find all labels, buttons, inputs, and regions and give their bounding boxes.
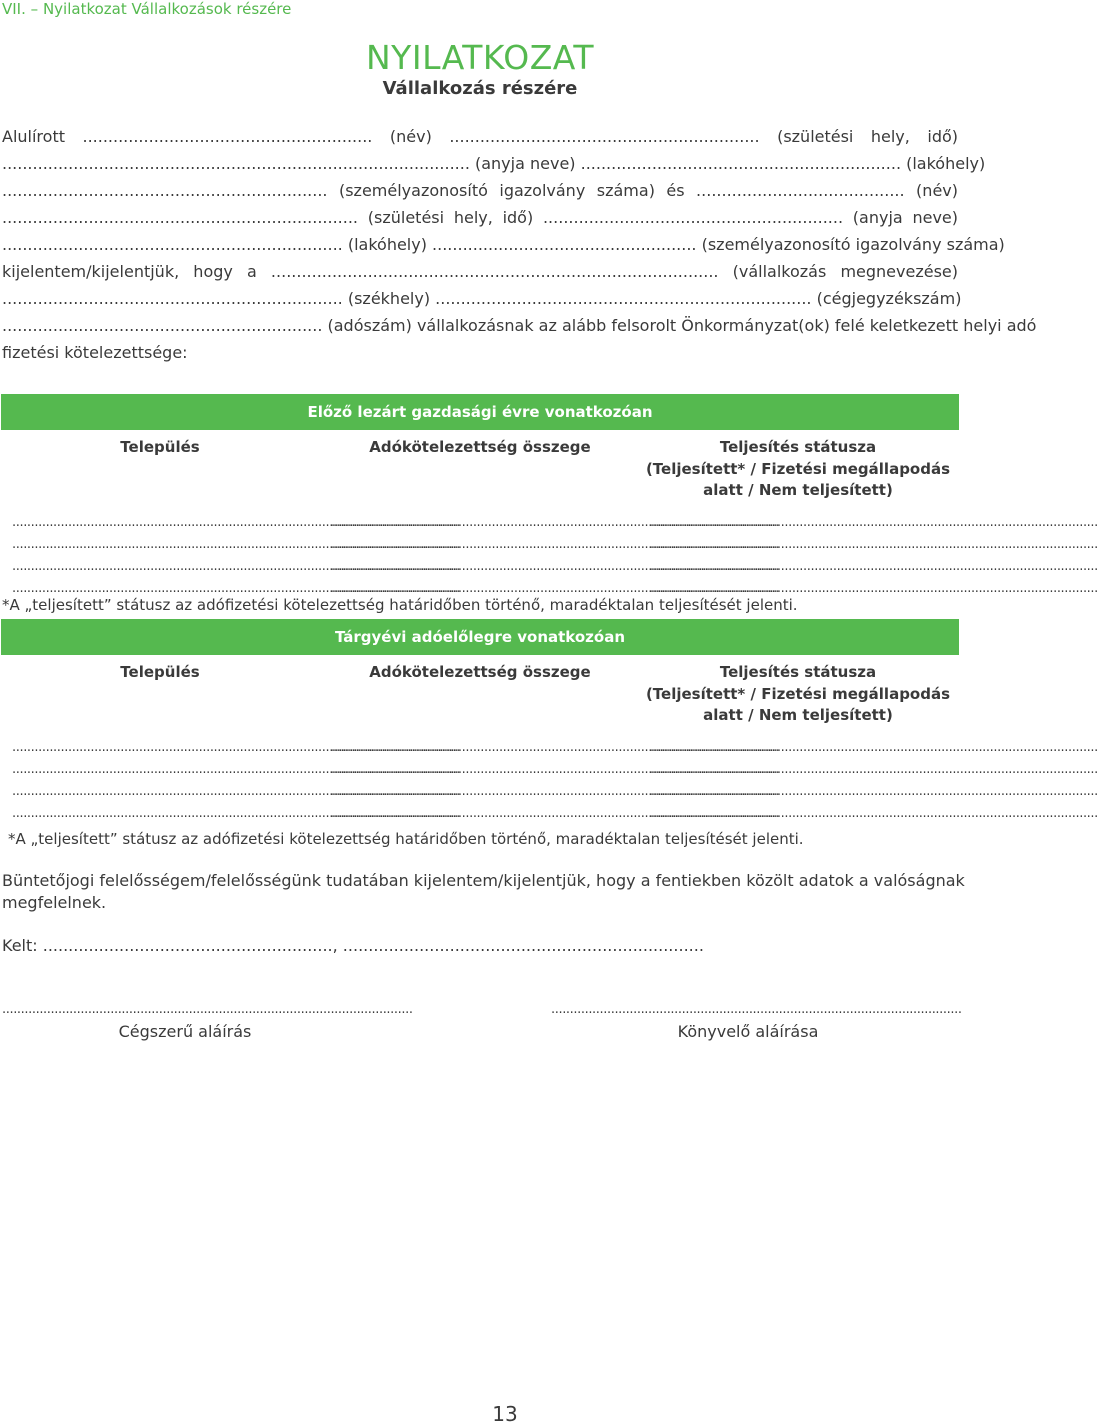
status-header-line: Teljesítés státusza	[719, 438, 877, 456]
intro-line: ................................................................... (lakóhely) .................................................... (személyazonosító igazolvány száma)	[2, 235, 1005, 254]
table-cell-settlement[interactable]: ........................................................................................................................	[12, 806, 460, 821]
signature-line-company[interactable]: ..............................................................................................................	[2, 1002, 413, 1017]
table-cell-status[interactable]: ........................................................................................................................	[650, 784, 1098, 799]
table-cell-status[interactable]: ........................................................................................................................	[650, 581, 1098, 596]
intro-line: ............................................................... (adószám) vállalkozásnak az alább felsorolt Önkormányzat(ok) felé keletkezett helyi adó	[2, 316, 1037, 335]
section-band-current-year: Tárgyévi adóelőlegre vonatkozóan	[1, 619, 959, 655]
signature-label-accountant: Könyvelő aláírása	[677, 1022, 819, 1041]
page-number: 13	[492, 1402, 518, 1426]
table-cell-status[interactable]: ........................................................................................................................	[650, 762, 1098, 777]
declaration-line: Büntetőjogi felelősségem/felelősségünk tudatában kijelentem/kijelentjük, hogy a fentiekben közölt adatok a valóságnak	[2, 871, 965, 890]
table-cell-settlement[interactable]: ........................................................................................................................	[12, 537, 460, 552]
intro-line: ................................................................... (székhely) .......................................................................... (cégjegyzékszám)	[2, 289, 962, 308]
table-cell-settlement[interactable]: ........................................................................................................................	[12, 515, 460, 530]
section-band-previous-year: Előző lezárt gazdasági évre vonatkozóan	[1, 394, 959, 430]
header-prefix: VII.	[2, 0, 26, 18]
signature-label-company: Cégszerű aláírás	[118, 1022, 252, 1041]
table-cell-amount[interactable]: ........................................................................................................................	[331, 806, 779, 821]
intro-line: kijelentem/kijelentjük, hogy a ........................................................................................ (vállalkozás megnevezése)	[2, 262, 958, 281]
column-header-settlement: Település	[120, 438, 200, 456]
page-title: NYILATKOZAT	[366, 38, 594, 77]
status-header-line: Teljesítés státusza	[719, 663, 877, 681]
intro-line: ...................................................................... (születési hely, idő) ........................................................... (anyja neve)	[2, 208, 958, 227]
status-header-line: alatt / Nem teljesített)	[703, 481, 893, 499]
intro-line: ............................................................................................ (anyja neve) ............................................................... (lakóhely)	[2, 154, 986, 173]
column-header-tax-amount: Adókötelezettség összege	[369, 663, 591, 681]
column-header-status	[640, 662, 956, 727]
table-cell-settlement[interactable]: ........................................................................................................................	[12, 581, 460, 596]
table-cell-amount[interactable]: ........................................................................................................................	[331, 559, 779, 574]
date-place-field[interactable]: Kelt: ........................................................., .......................................................................	[2, 936, 704, 955]
table-cell-amount[interactable]: ........................................................................................................................	[331, 581, 779, 596]
table-cell-status[interactable]: ........................................................................................................................	[650, 515, 1098, 530]
status-header-line: (Teljesített* / Fizetési megállapodás	[645, 684, 951, 703]
declaration-line: megfelelnek.	[2, 893, 107, 912]
signature-line-accountant[interactable]: ..............................................................................................................	[551, 1002, 962, 1017]
table-cell-settlement[interactable]: ........................................................................................................................	[12, 762, 460, 777]
status-header-line: alatt / Nem teljesített)	[703, 706, 893, 724]
status-header-line: (Teljesített* / Fizetési megállapodás	[645, 459, 951, 478]
table-cell-status[interactable]: ........................................................................................................................	[650, 806, 1098, 821]
column-header-status	[640, 437, 956, 502]
column-header-settlement: Település	[120, 663, 200, 681]
table-cell-status[interactable]: ........................................................................................................................	[650, 537, 1098, 552]
table-cell-amount[interactable]: ........................................................................................................................	[331, 784, 779, 799]
table-cell-amount[interactable]: ........................................................................................................................	[331, 762, 779, 777]
footnote-status: *A „teljesített” státusz az adófizetési kötelezettség határidőben történő, maradéktalan teljesítését jelenti.	[2, 596, 798, 614]
intro-line: fizetési kötelezettsége:	[2, 343, 188, 362]
intro-line: ................................................................ (személyazonosító igazolvány száma) és ......................................... (név)	[2, 181, 958, 200]
table-cell-settlement[interactable]: ........................................................................................................................	[12, 740, 460, 755]
page-subtitle: Vállalkozás részére	[382, 78, 578, 99]
table-cell-amount[interactable]: ........................................................................................................................	[331, 515, 779, 530]
table-cell-amount[interactable]: ........................................................................................................................	[331, 740, 779, 755]
header-text: Nyilatkozat Vállalkozások részére	[42, 0, 292, 18]
table-cell-amount[interactable]: ........................................................................................................................	[331, 537, 779, 552]
header-dash: –	[30, 0, 39, 18]
footnote-status: *A „teljesített” státusz az adófizetési kötelezettség határidőben történő, maradéktalan teljesítését jelenti.	[8, 830, 804, 848]
page-header	[2, 0, 291, 18]
column-header-tax-amount: Adókötelezettség összege	[369, 438, 591, 456]
table-cell-status[interactable]: ........................................................................................................................	[650, 740, 1098, 755]
table-cell-status[interactable]: ........................................................................................................................	[650, 559, 1098, 574]
table-cell-settlement[interactable]: ........................................................................................................................	[12, 559, 460, 574]
intro-line: Alulírott ......................................................... (név) ............................................................. (születési hely, idő)	[2, 127, 958, 146]
table-cell-settlement[interactable]: ........................................................................................................................	[12, 784, 460, 799]
